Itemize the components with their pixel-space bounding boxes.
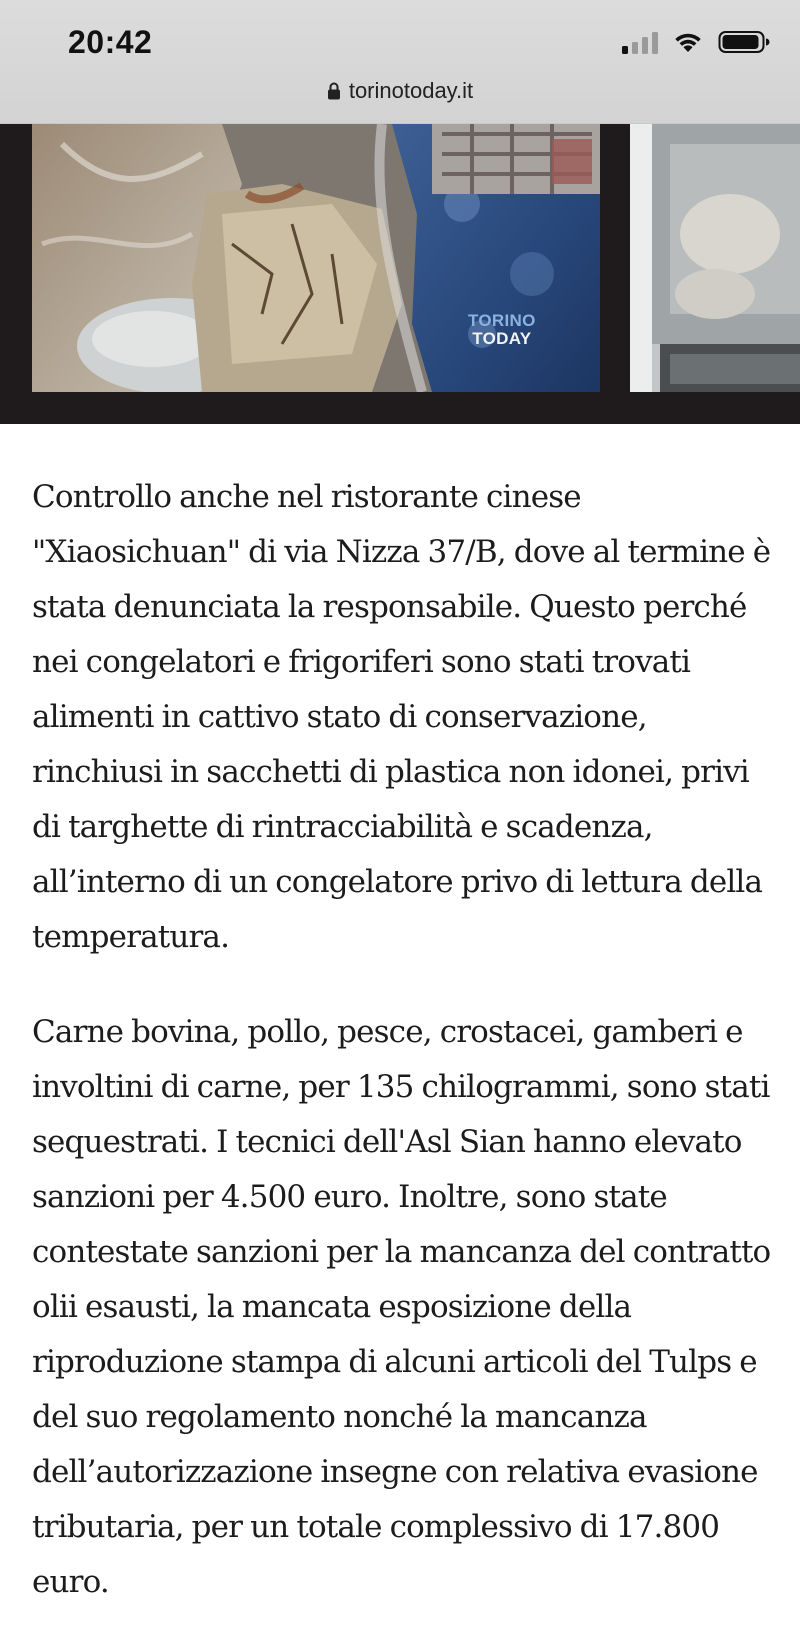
- status-time: 20:42: [68, 24, 153, 60]
- freezer-photo: [630, 124, 800, 392]
- article-paragraph: Controllo anche nel ristorante cinese "Xiaosichuan" di via Nizza 37/B, dove al termine è stata denunciata la responsabile. Questo perché nei congelatori e frigoriferi sono stati trovati alimenti in cattivo stato di conservazione, rinchiusi in sacchetti di plastica non idonei, privi di targhette di rintracciabilità e scadenza, all’interno di un congelatore privo di lettura della temperatura.: [32, 479, 771, 955]
- article-paragraph: Carne bovina, pollo, pesce, crostacei, gamberi e involtini di carne, per 135 chilogrammi, sono stati sequestrati. I tecnici dell'Asl Sian hanno elevato sanzioni per 4.500 euro. Inoltre, sono state contestate sanzioni per la mancanza del contratto olii esausti, la mancata esposizione della riproduzione stampa di alcuni articoli del Tulps e del suo regolamento nonché la mancanza dell’autorizzazione insegne con relativa evasione tributaria, per un totale complessivo di 17.800 euro.: [32, 1014, 771, 1600]
- frozen-food-photo: [32, 124, 600, 392]
- address-bar[interactable]: [0, 78, 800, 104]
- battery-icon: [718, 30, 770, 54]
- watermark-line2: TODAY: [472, 329, 532, 348]
- gallery-photo-main[interactable]: [32, 124, 600, 392]
- lock-icon: [327, 81, 341, 101]
- url-text: torinotoday.it: [348, 78, 474, 103]
- status-icons: [622, 30, 770, 54]
- torinotoday-watermark: [468, 312, 536, 348]
- wifi-icon: [672, 30, 704, 54]
- watermark-line1: TORINO: [468, 311, 536, 330]
- article-body: [32, 470, 784, 1650]
- image-gallery[interactable]: [0, 124, 800, 424]
- cellular-signal-icon: [622, 30, 658, 54]
- gallery-photo-next[interactable]: [630, 124, 800, 392]
- browser-chrome: [0, 0, 800, 124]
